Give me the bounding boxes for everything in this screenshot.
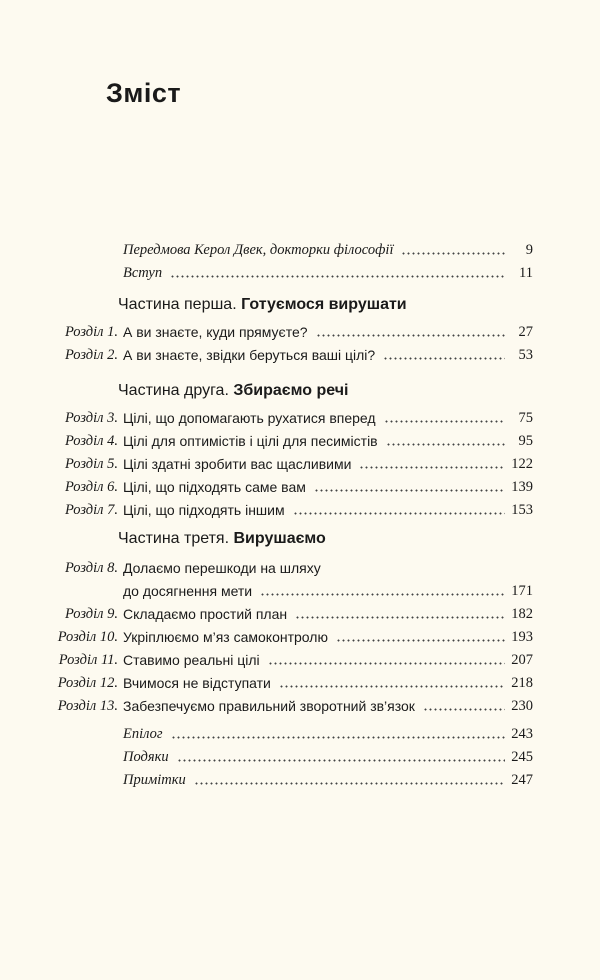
leader-dots (359, 466, 505, 469)
part-prefix: Частина третя. (118, 530, 230, 547)
toc-entry[interactable] (0, 433, 600, 455)
leader-dots (386, 443, 505, 446)
page-number: 95 (518, 433, 533, 449)
chapter-label: Розділ 13. (57, 698, 118, 714)
entry-title: Цілі, що підходять іншим (123, 502, 285, 518)
chapter-label: Розділ 7. (64, 502, 118, 518)
leader-dots (170, 275, 505, 278)
page-number: 139 (511, 479, 533, 495)
toc-entry[interactable] (0, 456, 600, 478)
part-name: Вирушаємо (233, 530, 326, 547)
entry-title: Цілі для оптимістів і цілі для песимістів (123, 433, 378, 449)
chapter-label: Розділ 11. (58, 652, 118, 668)
toc-entry[interactable] (0, 560, 600, 582)
leader-dots (171, 736, 505, 739)
page-number: 218 (511, 675, 533, 691)
entry-title: Передмова Керол Двек, докторки філософії (123, 242, 394, 258)
toc-entry[interactable] (0, 502, 600, 524)
leader-dots (293, 512, 505, 515)
entry-title: Епілог (123, 726, 163, 742)
chapter-label: Розділ 5. (64, 456, 118, 472)
leader-dots (336, 639, 505, 642)
leader-dots (260, 593, 505, 596)
leader-dots (314, 489, 505, 492)
chapter-label: Розділ 6. (64, 479, 118, 495)
leader-dots (194, 782, 505, 785)
toc-entry[interactable] (0, 629, 600, 651)
page-number: 230 (511, 698, 533, 714)
chapter-label: Розділ 4. (64, 433, 118, 449)
toc-entry[interactable] (0, 479, 600, 501)
entry-title: Вчимося не відступати (123, 675, 271, 691)
entry-title: А ви знаєте, звідки беруться ваші цілі? (123, 347, 376, 363)
entry-title: Ставимо реальні цілі (123, 652, 260, 668)
entry-title: Подяки (123, 749, 169, 765)
toc-entry[interactable] (0, 242, 600, 264)
leader-dots (295, 616, 505, 619)
page-title: Зміст (106, 78, 182, 108)
page-number: 207 (511, 652, 533, 668)
leader-dots (384, 420, 505, 423)
chapter-label: Розділ 1. (64, 324, 118, 340)
page-number: 9 (525, 242, 533, 258)
leader-dots (423, 708, 505, 711)
part-name: Готуємося вирушати (241, 296, 407, 313)
chapter-label: Розділ 8. (64, 560, 118, 576)
toc-entry[interactable] (0, 324, 600, 346)
entry-title: Цілі здатні зробити вас щасливими (123, 456, 352, 472)
toc-entry[interactable] (0, 606, 600, 628)
page-number: 122 (511, 456, 533, 472)
page-number: 247 (511, 772, 533, 788)
toc-entry[interactable] (0, 410, 600, 432)
page-number: 11 (519, 265, 533, 281)
page-number: 153 (511, 502, 533, 518)
leader-dots (279, 685, 505, 688)
entry-title: Цілі, що підходять саме вам (123, 479, 306, 495)
entry-title: Складаємо простий план (123, 606, 288, 622)
leader-dots (383, 357, 505, 360)
entry-title: Забезпечуємо правильний зворотний зв’язок (123, 698, 415, 714)
chapter-label: Розділ 2. (64, 347, 118, 363)
toc-entry[interactable] (0, 347, 600, 369)
toc-entry[interactable] (0, 675, 600, 697)
chapter-label: Розділ 12. (57, 675, 118, 691)
page-number: 27 (518, 324, 533, 340)
part-name: Збираємо речі (233, 382, 349, 399)
entry-title: до досягнення мети (123, 583, 253, 599)
page-number: 53 (518, 347, 533, 363)
leader-dots (177, 759, 505, 762)
leader-dots (316, 334, 505, 337)
part-heading (118, 382, 348, 400)
entry-title: Примітки (123, 772, 186, 788)
entry-title: Долаємо перешкоди на шляху (123, 560, 321, 576)
chapter-label: Розділ 3. (64, 410, 118, 426)
toc-entry[interactable] (0, 698, 600, 720)
page-number: 171 (511, 583, 533, 599)
chapter-label: Розділ 10. (57, 629, 118, 645)
page-number: 245 (511, 749, 533, 765)
part-heading (118, 530, 326, 548)
entry-title: Укріплюємо м’яз самоконтролю (123, 629, 328, 645)
entry-title: Цілі, що допомагають рухатися вперед (123, 410, 376, 426)
toc-entry[interactable] (0, 652, 600, 674)
part-prefix: Частина друга. (118, 382, 229, 399)
page-number: 75 (518, 410, 533, 426)
toc-entry[interactable] (0, 772, 600, 794)
entry-title: А ви знаєте, куди прямуєте? (123, 324, 308, 340)
part-prefix: Частина перша. (118, 296, 237, 313)
page-number: 243 (511, 726, 533, 742)
page-number: 182 (511, 606, 533, 622)
entry-title: Вступ (123, 265, 163, 281)
chapter-label: Розділ 9. (64, 606, 118, 622)
leader-dots (268, 662, 505, 665)
toc-entry[interactable] (0, 726, 600, 748)
toc-entry[interactable] (0, 749, 600, 771)
toc-entry[interactable] (0, 583, 600, 605)
page-number: 193 (511, 629, 533, 645)
toc-entry[interactable] (0, 265, 600, 287)
leader-dots (401, 252, 505, 255)
part-heading (118, 296, 407, 314)
